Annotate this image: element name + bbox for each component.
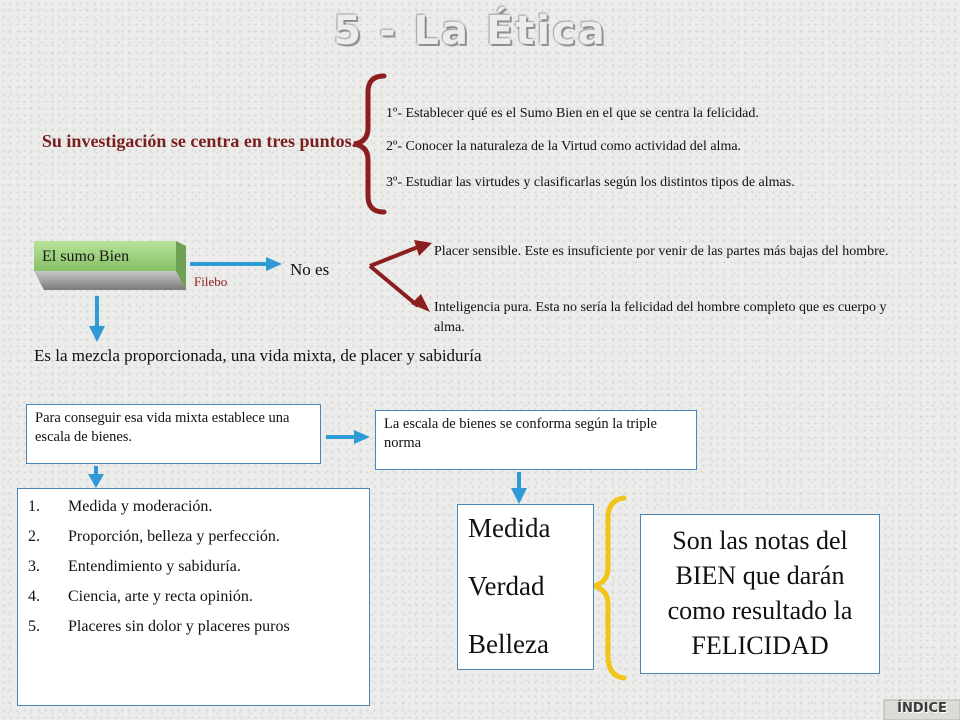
list-number: 4. [28, 588, 40, 605]
branch-inteligencia: Inteligencia pura. Esta no sería la felicidad del hombre completo que es cuerpo y alma. [434, 300, 887, 335]
norm-medida: Medida [468, 513, 551, 543]
norma-box: La escala de bienes se conforma según la triple norma [375, 410, 697, 470]
norm-verdad: Verdad [468, 571, 545, 601]
list-text: Medida y moderación. [68, 498, 213, 515]
branch-placer: Placer sensible. Este es insuficiente por venir de las partes más bajas del hombre. [434, 244, 889, 259]
escala-box: Para conseguir esa vida mixta establece una escala de bienes. [26, 404, 321, 464]
arrow-escala-to-norma [326, 430, 370, 444]
no-es-label: No es [290, 260, 330, 279]
arrow-to-no-es [190, 257, 282, 271]
list-number: 1. [28, 498, 40, 515]
page-title: 5 - La Ética [333, 8, 607, 54]
list-item [28, 497, 361, 516]
mezcla-text: Es la mezcla proporcionada, una vida mixta, de placer y sabiduría [34, 346, 482, 365]
list-item [28, 527, 361, 546]
arrow-down-mezcla [89, 296, 105, 342]
list-item [28, 617, 361, 636]
sumo-bien-label: El sumo Bien [42, 248, 130, 265]
point-3: 3º- Estudiar las virtudes y clasificarlas según los distintos tipos de almas. [386, 175, 795, 190]
list-text: Ciencia, arte y recta opinión. [68, 588, 253, 605]
red-branch-arrows [370, 240, 432, 312]
norms-box [457, 504, 594, 670]
list-text: Placeres sin dolor y placeres puros [68, 618, 290, 635]
index-button[interactable]: ÍNDICE [897, 701, 947, 716]
bienes-list [17, 488, 370, 706]
arrow-escala-to-list [88, 466, 104, 488]
list-text: Proporción, belleza y perfección. [68, 528, 280, 545]
list-text: Entendimiento y sabiduría. [68, 558, 241, 575]
filebo-label: Filebo [194, 274, 228, 289]
point-1: 1º- Establecer qué es el Sumo Bien en el que se centra la felicidad. [386, 106, 759, 121]
list-item [28, 557, 361, 576]
conclusion-box: Son las notas del BIEN que darán como resultado la FELICIDAD [640, 514, 880, 674]
list-item [28, 587, 361, 606]
list-number: 5. [28, 618, 40, 635]
point-2: 2º- Conocer la naturaleza de la Virtud como actividad del alma. [386, 139, 742, 154]
list-number: 2. [28, 528, 40, 545]
arrow-norma-to-norms [511, 472, 527, 504]
list-number: 3. [28, 558, 40, 575]
norm-belleza: Belleza [468, 629, 549, 659]
brace-red [354, 76, 384, 212]
intro-text: Su investigación se centra en tres puntos. [41, 131, 357, 151]
brace-yellow [594, 498, 624, 678]
